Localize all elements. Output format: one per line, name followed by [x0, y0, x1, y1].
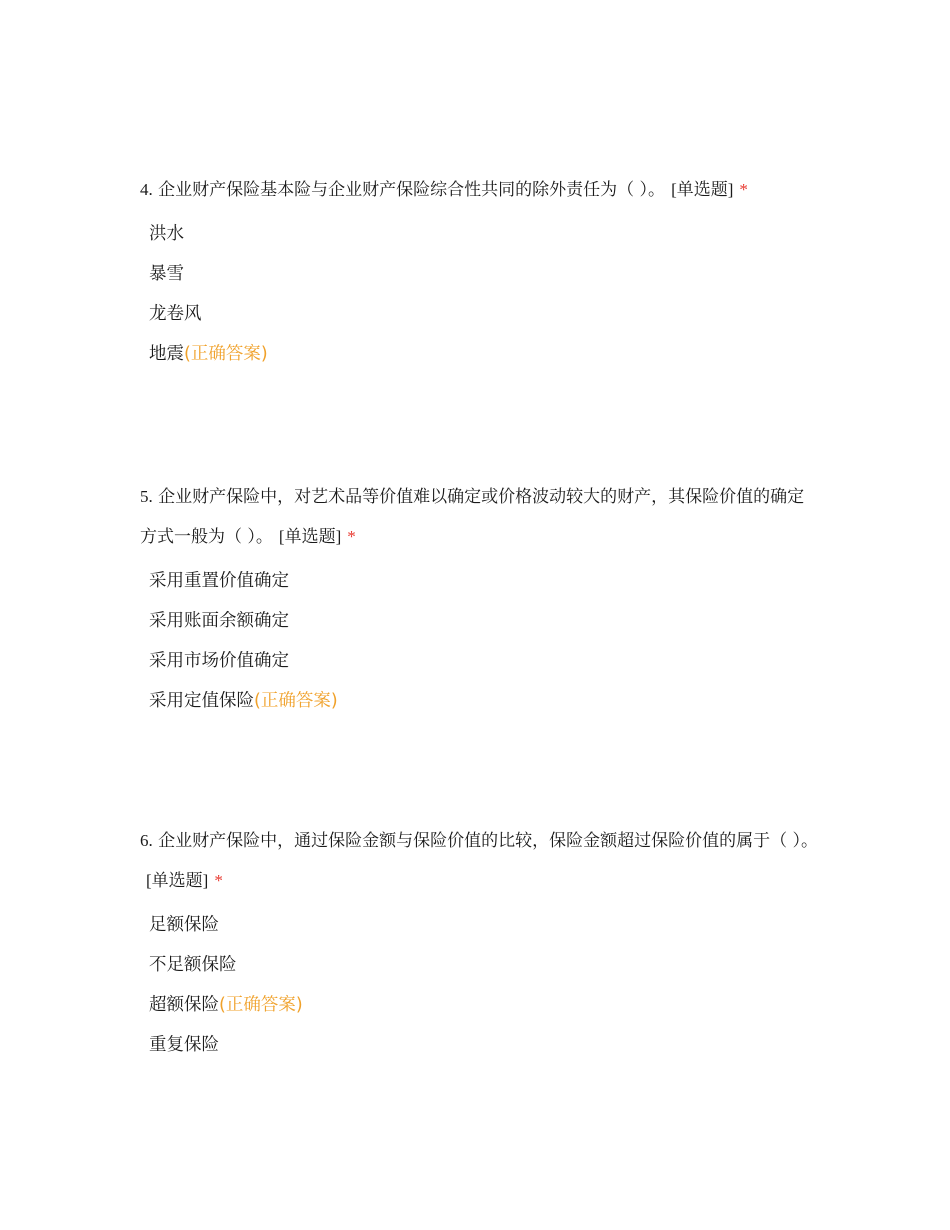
option-label: 采用账面余额确定: [149, 611, 289, 631]
question-type: [单选题]: [671, 180, 734, 199]
option-b: [149, 945, 820, 985]
correct-answer-tag: (正确答案): [254, 691, 338, 711]
option-label: 足额保险: [149, 915, 219, 935]
option-label: 不足额保险: [149, 955, 237, 975]
option-label: 地震: [149, 344, 184, 364]
option-a: [149, 905, 820, 945]
question-number: 4.: [140, 180, 153, 199]
option-b: [149, 254, 820, 294]
question-type: [单选题]: [278, 527, 342, 546]
required-mark: *: [214, 871, 223, 890]
option-list: [140, 561, 820, 721]
question-4: [140, 170, 820, 374]
option-label: 采用重置价值确定: [149, 571, 289, 591]
question-6: [140, 821, 820, 1065]
required-mark: *: [347, 527, 356, 546]
question-number: 5.: [140, 487, 153, 506]
correct-answer-tag: (正确答案): [219, 995, 303, 1015]
question-title: [140, 170, 820, 210]
question-text: 企业财产保险中，通过保险金额与保险价值的比较，保险金额超过保险价值的属于（ ）。: [158, 831, 819, 851]
option-list: [140, 214, 820, 374]
question-title: [140, 477, 820, 557]
option-label: 重复保险: [149, 1035, 219, 1055]
question-number: 6.: [140, 831, 153, 850]
option-b: [149, 601, 820, 641]
option-d: [149, 334, 820, 374]
option-list: [140, 905, 820, 1065]
option-d: [149, 1025, 820, 1065]
option-d: [149, 681, 820, 721]
option-label: 采用定值保险: [149, 691, 254, 711]
option-a: [149, 561, 820, 601]
option-a: [149, 214, 820, 254]
question-text: 企业财产保险基本险与企业财产保险综合性共同的除外责任为（ ）。: [158, 180, 666, 200]
option-c: [149, 641, 820, 681]
question-text: 企业财产保险中，对艺术品等价值难以确定或价格波动较大的财产，其保险价值的确定方式一般为（ ）。: [140, 487, 805, 547]
option-label: 龙卷风: [149, 304, 202, 324]
option-label: 暴雪: [149, 264, 184, 284]
option-label: 洪水: [149, 224, 184, 244]
option-label: 超额保险: [149, 995, 219, 1015]
correct-answer-tag: (正确答案): [184, 344, 268, 364]
option-c: [149, 294, 820, 334]
question-5: [140, 477, 820, 721]
question-title: [140, 821, 820, 901]
question-type: [单选题]: [146, 871, 209, 890]
option-c: [149, 985, 820, 1025]
option-label: 采用市场价值确定: [149, 651, 289, 671]
required-mark: *: [739, 180, 748, 199]
